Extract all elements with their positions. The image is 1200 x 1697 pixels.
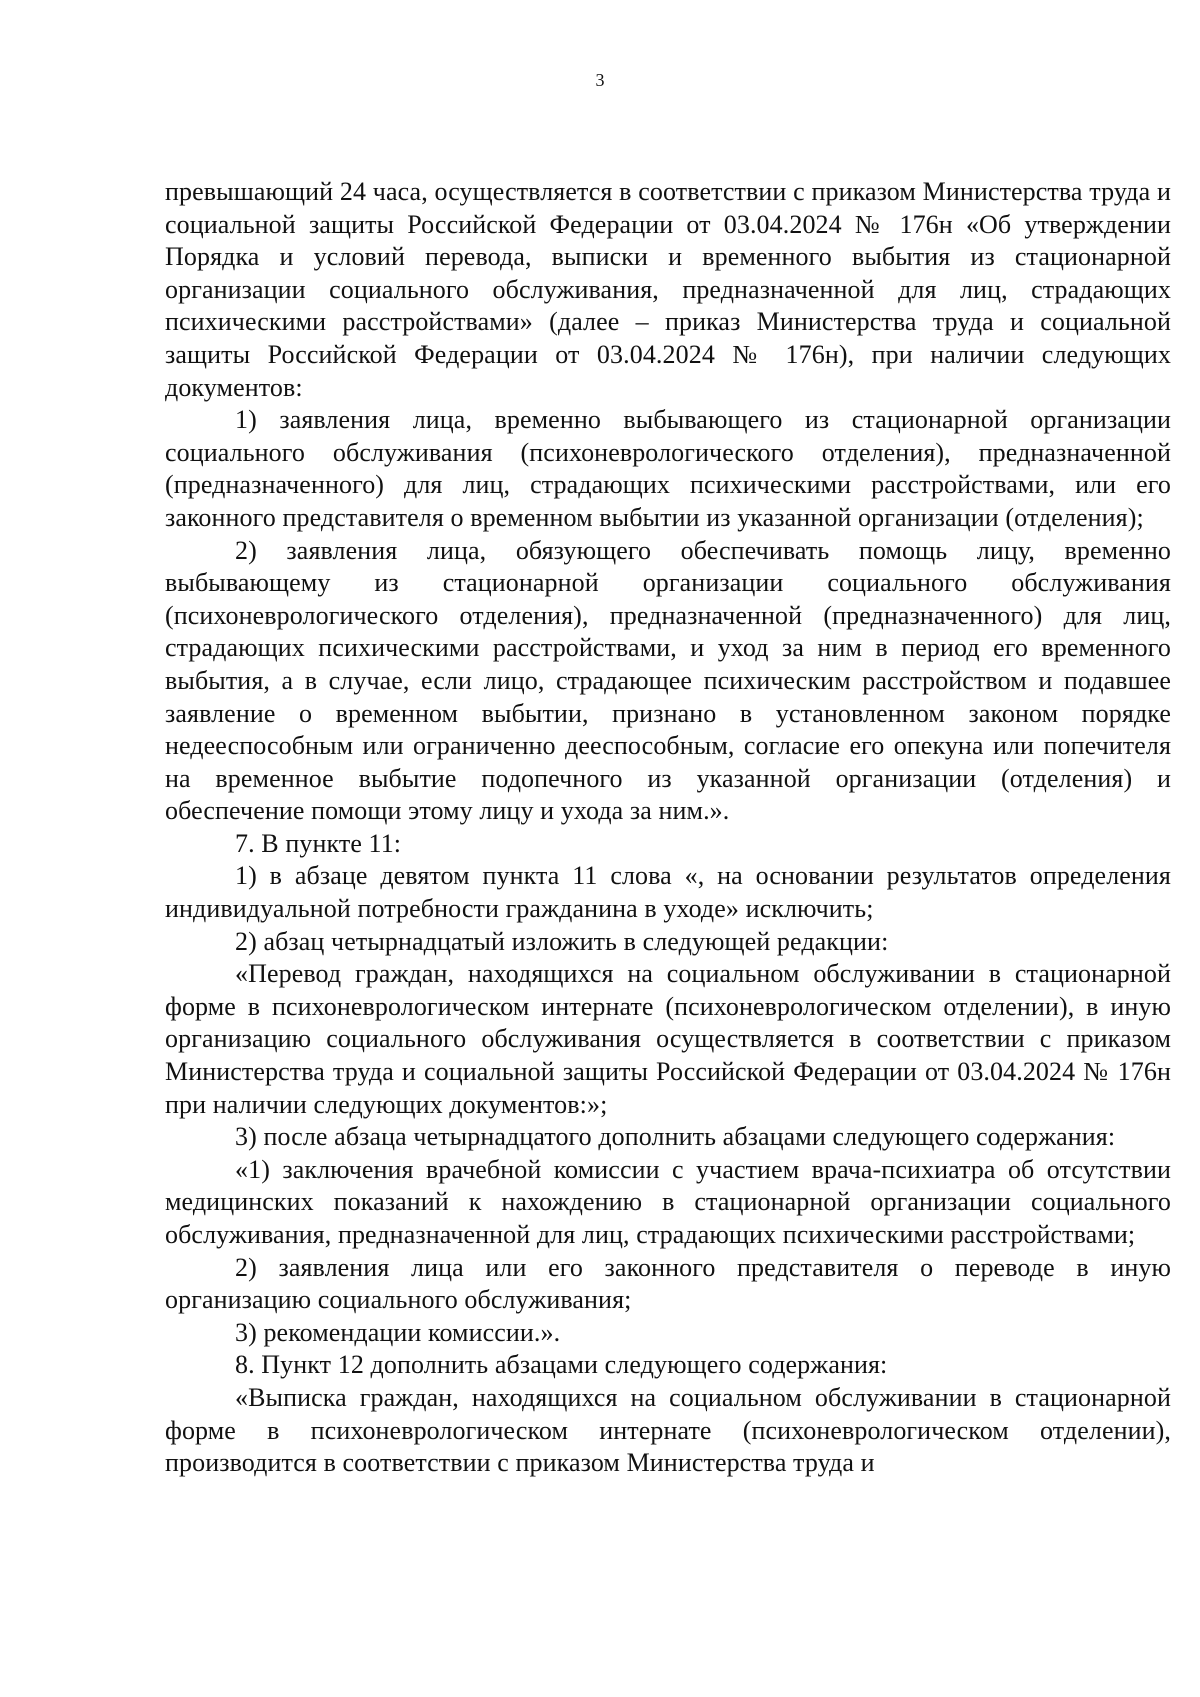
paragraph: 8. Пункт 12 дополнить абзацами следующего содержания:	[235, 1350, 888, 1380]
paragraph: 2) заявления лица, обязующего обеспечивать помощь лицу, временно выбывающему из стационарной организации социального обслуживания (психоневрологического отделения), предназначенной (предназначенного) для лиц, страдающих психическими расстройствами, и уход за ним в период его временного выбытия, а в случае, если лицо, страдающее психическим расстройством и подавшее заявление о временном выбытии, признано в установленном законом порядке недееспособным или ограниченно дееспособным, согласие его опекуна или попечителя на временное выбытие подопечного из указанной организации (отделения) и обеспечение помощи этому лицу и ухода за ним.».	[165, 535, 1171, 826]
paragraph: «1) заключения врачебной комиссии с участием врача-психиатра об отсутствии медицинских показаний к нахождению в стационарной организации социального обслуживания, предназначенной для лиц, страдающих психическими расстройствами;	[165, 1154, 1171, 1249]
paragraph: 3) рекомендации комиссии.».	[235, 1317, 561, 1347]
paragraph: 2) абзац четырнадцатый изложить в следующей редакции:	[235, 926, 889, 956]
page-number: 3	[595, 70, 605, 90]
paragraph: 1) в абзаце девятом пункта 11 слова «, на основании результатов определения индивидуальной потребности гражданина в уходе» исключить;	[165, 861, 1171, 924]
document-body	[165, 176, 1171, 1480]
paragraph: «Выписка граждан, находящихся на социальном обслуживании в стационарной форме в психоневрологическом интернате (психоневрологическом отделении), производится в соответствии с приказом Министерства труда и	[165, 1382, 1171, 1478]
paragraph: 3) после абзаца четырнадцатого дополнить абзацами следующего содержания:	[235, 1122, 1116, 1152]
paragraph: «Перевод граждан, находящихся на социальном обслуживании в стационарной форме в психоневрологическом интернате (психоневрологическом отделении), в иную организацию социального обслуживания осуществляется в соответствии с приказом Министерства труда и социальной защиты Российской Федерации от 03.04.2024 № 176н при наличии следующих документов:»;	[165, 959, 1171, 1119]
paragraph: 7. В пункте 11:	[235, 828, 402, 858]
paragraph: 2) заявления лица или его законного представителя о переводе в иную организацию социального обслуживания;	[165, 1252, 1171, 1315]
paragraph: 1) заявления лица, временно выбывающего из стационарной организации социального обслуживания (психоневрологического отделения), предназначенной (предназначенного) для лиц, страдающих психическими расстройствами, или его законного представителя о временном выбытии из указанной организации (отделения);	[165, 405, 1171, 532]
paragraph: превышающий 24 часа, осуществляется в соответствии с приказом Министерства труда и социальной защиты Российской Федерации от 03.04.2024 № 176н «Об утверждении Порядка и условий перевода, выписки и временного выбытия из стационарной организации социального обслуживания, предназначенной для лиц, страдающих психическими расстройствами» (далее – приказ Министерства труда и социальной защиты Российской Федерации от 03.04.2024 № 176н), при наличии следующих документов:	[165, 177, 1171, 402]
